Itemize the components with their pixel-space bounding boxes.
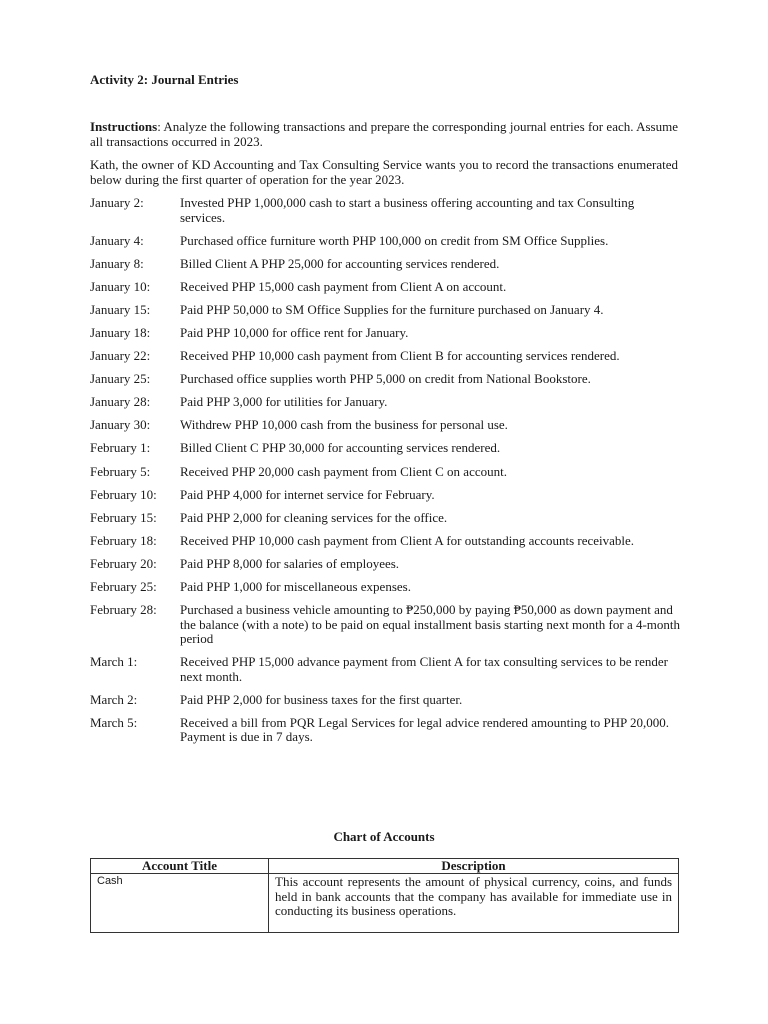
transaction-date: February 15:	[90, 509, 157, 525]
transaction-date: February 18:	[90, 532, 157, 548]
transaction-item	[90, 716, 690, 745]
transaction-item	[90, 465, 690, 480]
instructions-text: : Analyze the following transactions and prepare the corresponding journal entries for each. Assume all transactions occurred in 2023.	[90, 119, 678, 149]
transaction-description: Received PHP 20,000 cash payment from Client C on account.	[180, 463, 507, 479]
transaction-item	[90, 196, 690, 225]
transaction-item	[90, 557, 690, 572]
transaction-description: Purchased office furniture worth PHP 100,000 on credit from SM Office Supplies.	[180, 232, 609, 248]
transaction-item	[90, 418, 690, 433]
transaction-item	[90, 280, 690, 295]
chart-of-accounts-table	[90, 858, 679, 933]
transaction-description: Billed Client A PHP 25,000 for accounting services rendered.	[180, 255, 500, 271]
transaction-description: Received PHP 10,000 cash payment from Client B for accounting services rendered.	[180, 348, 620, 364]
transaction-item	[90, 534, 690, 549]
transaction-item	[90, 395, 690, 410]
transaction-item	[90, 580, 690, 595]
transaction-description: Received PHP 10,000 cash payment from Client A for outstanding accounts receivable.	[180, 532, 635, 548]
table-row	[91, 874, 679, 933]
transaction-description: Withdrew PHP 10,000 cash from the business for personal use.	[180, 417, 508, 433]
transaction-description: Paid PHP 4,000 for internet service for February.	[180, 486, 435, 502]
activity-title: Activity 2: Journal Entries	[90, 72, 239, 87]
transaction-description: Paid PHP 8,000 for salaries of employees.	[180, 555, 400, 571]
transaction-item	[90, 693, 690, 708]
transaction-date: February 20:	[90, 555, 157, 571]
transaction-item	[90, 372, 690, 387]
instructions-paragraph	[90, 120, 678, 149]
transaction-date: January 4:	[90, 232, 144, 248]
description-cell: This account represents the amount of physical currency, coins, and funds held in bank accounts that the company has available for immediate use in conducting its business operations.	[269, 874, 679, 933]
transaction-date: February 28:	[90, 602, 157, 618]
transaction-date: January 8:	[90, 255, 144, 271]
transaction-date: March 1:	[90, 654, 138, 670]
transaction-date: January 22:	[90, 348, 151, 364]
transaction-description: Purchased office supplies worth PHP 5,000 on credit from National Bookstore.	[180, 371, 591, 387]
account-title-header: Account Title	[91, 859, 269, 874]
transaction-description: Purchased a business vehicle amounting to ₱250,000 by paying ₱50,000 as down payment and the balance (with a note) to be paid on equal installment basis starting next month for a 4-month period	[180, 602, 681, 647]
transaction-description: Invested PHP 1,000,000 cash to start a business offering accounting and tax Consulting services.	[180, 195, 635, 225]
transaction-item	[90, 234, 690, 249]
transaction-description: Received PHP 15,000 advance payment from Client A for tax consulting services to be render next month.	[180, 654, 668, 684]
transaction-date: January 2:	[90, 195, 144, 210]
transaction-description: Received PHP 15,000 cash payment from Client A on account.	[180, 278, 507, 294]
transaction-list	[90, 196, 690, 753]
transaction-date: January 28:	[90, 394, 151, 410]
transaction-description: Paid PHP 10,000 for office rent for January.	[180, 324, 409, 340]
transaction-description: Paid PHP 2,000 for business taxes for the first quarter.	[180, 691, 463, 707]
transaction-description: Paid PHP 50,000 to SM Office Supplies for the furniture purchased on January 4.	[180, 301, 604, 317]
transaction-item	[90, 488, 690, 503]
transaction-item	[90, 603, 690, 647]
intro-paragraph: Kath, the owner of KD Accounting and Tax Consulting Service wants you to record the transactions enumerated below during the first quarter of operation for the year 2023.	[90, 157, 678, 187]
transaction-date: February 10:	[90, 486, 157, 502]
account-title-cell: Cash	[91, 874, 269, 933]
transaction-item	[90, 511, 690, 526]
transaction-date: March 2:	[90, 691, 138, 707]
transaction-date: January 18:	[90, 324, 151, 340]
transaction-date: February 25:	[90, 579, 157, 594]
description-header: Description	[269, 859, 679, 874]
transaction-date: March 5:	[90, 714, 138, 730]
transaction-date: February 1:	[90, 440, 151, 456]
transaction-item	[90, 303, 690, 318]
transaction-item	[90, 257, 690, 272]
transaction-description: Paid PHP 3,000 for utilities for January.	[180, 394, 388, 410]
transaction-item	[90, 349, 690, 364]
transaction-description: Paid PHP 2,000 for cleaning services for the office.	[180, 509, 448, 525]
transaction-date: January 25:	[90, 371, 151, 387]
chart-of-accounts-title: Chart of Accounts	[333, 829, 435, 844]
transaction-description: Paid PHP 1,000 for miscellaneous expenses.	[180, 579, 411, 594]
transaction-date: January 30:	[90, 417, 151, 433]
transaction-date: January 15:	[90, 301, 151, 317]
transaction-description: Received a bill from PQR Legal Services for legal advice rendered amounting to PHP 20,000. Payment is due in 7 days.	[180, 714, 670, 745]
transaction-date: February 5:	[90, 463, 151, 479]
transaction-item	[90, 326, 690, 341]
transaction-description: Billed Client C PHP 30,000 for accounting services rendered.	[180, 440, 501, 456]
transaction-item	[90, 655, 690, 684]
table-header-row	[91, 859, 679, 874]
transaction-item	[90, 441, 690, 456]
transaction-date: January 10:	[90, 278, 151, 294]
instructions-label: Instructions	[90, 119, 158, 134]
